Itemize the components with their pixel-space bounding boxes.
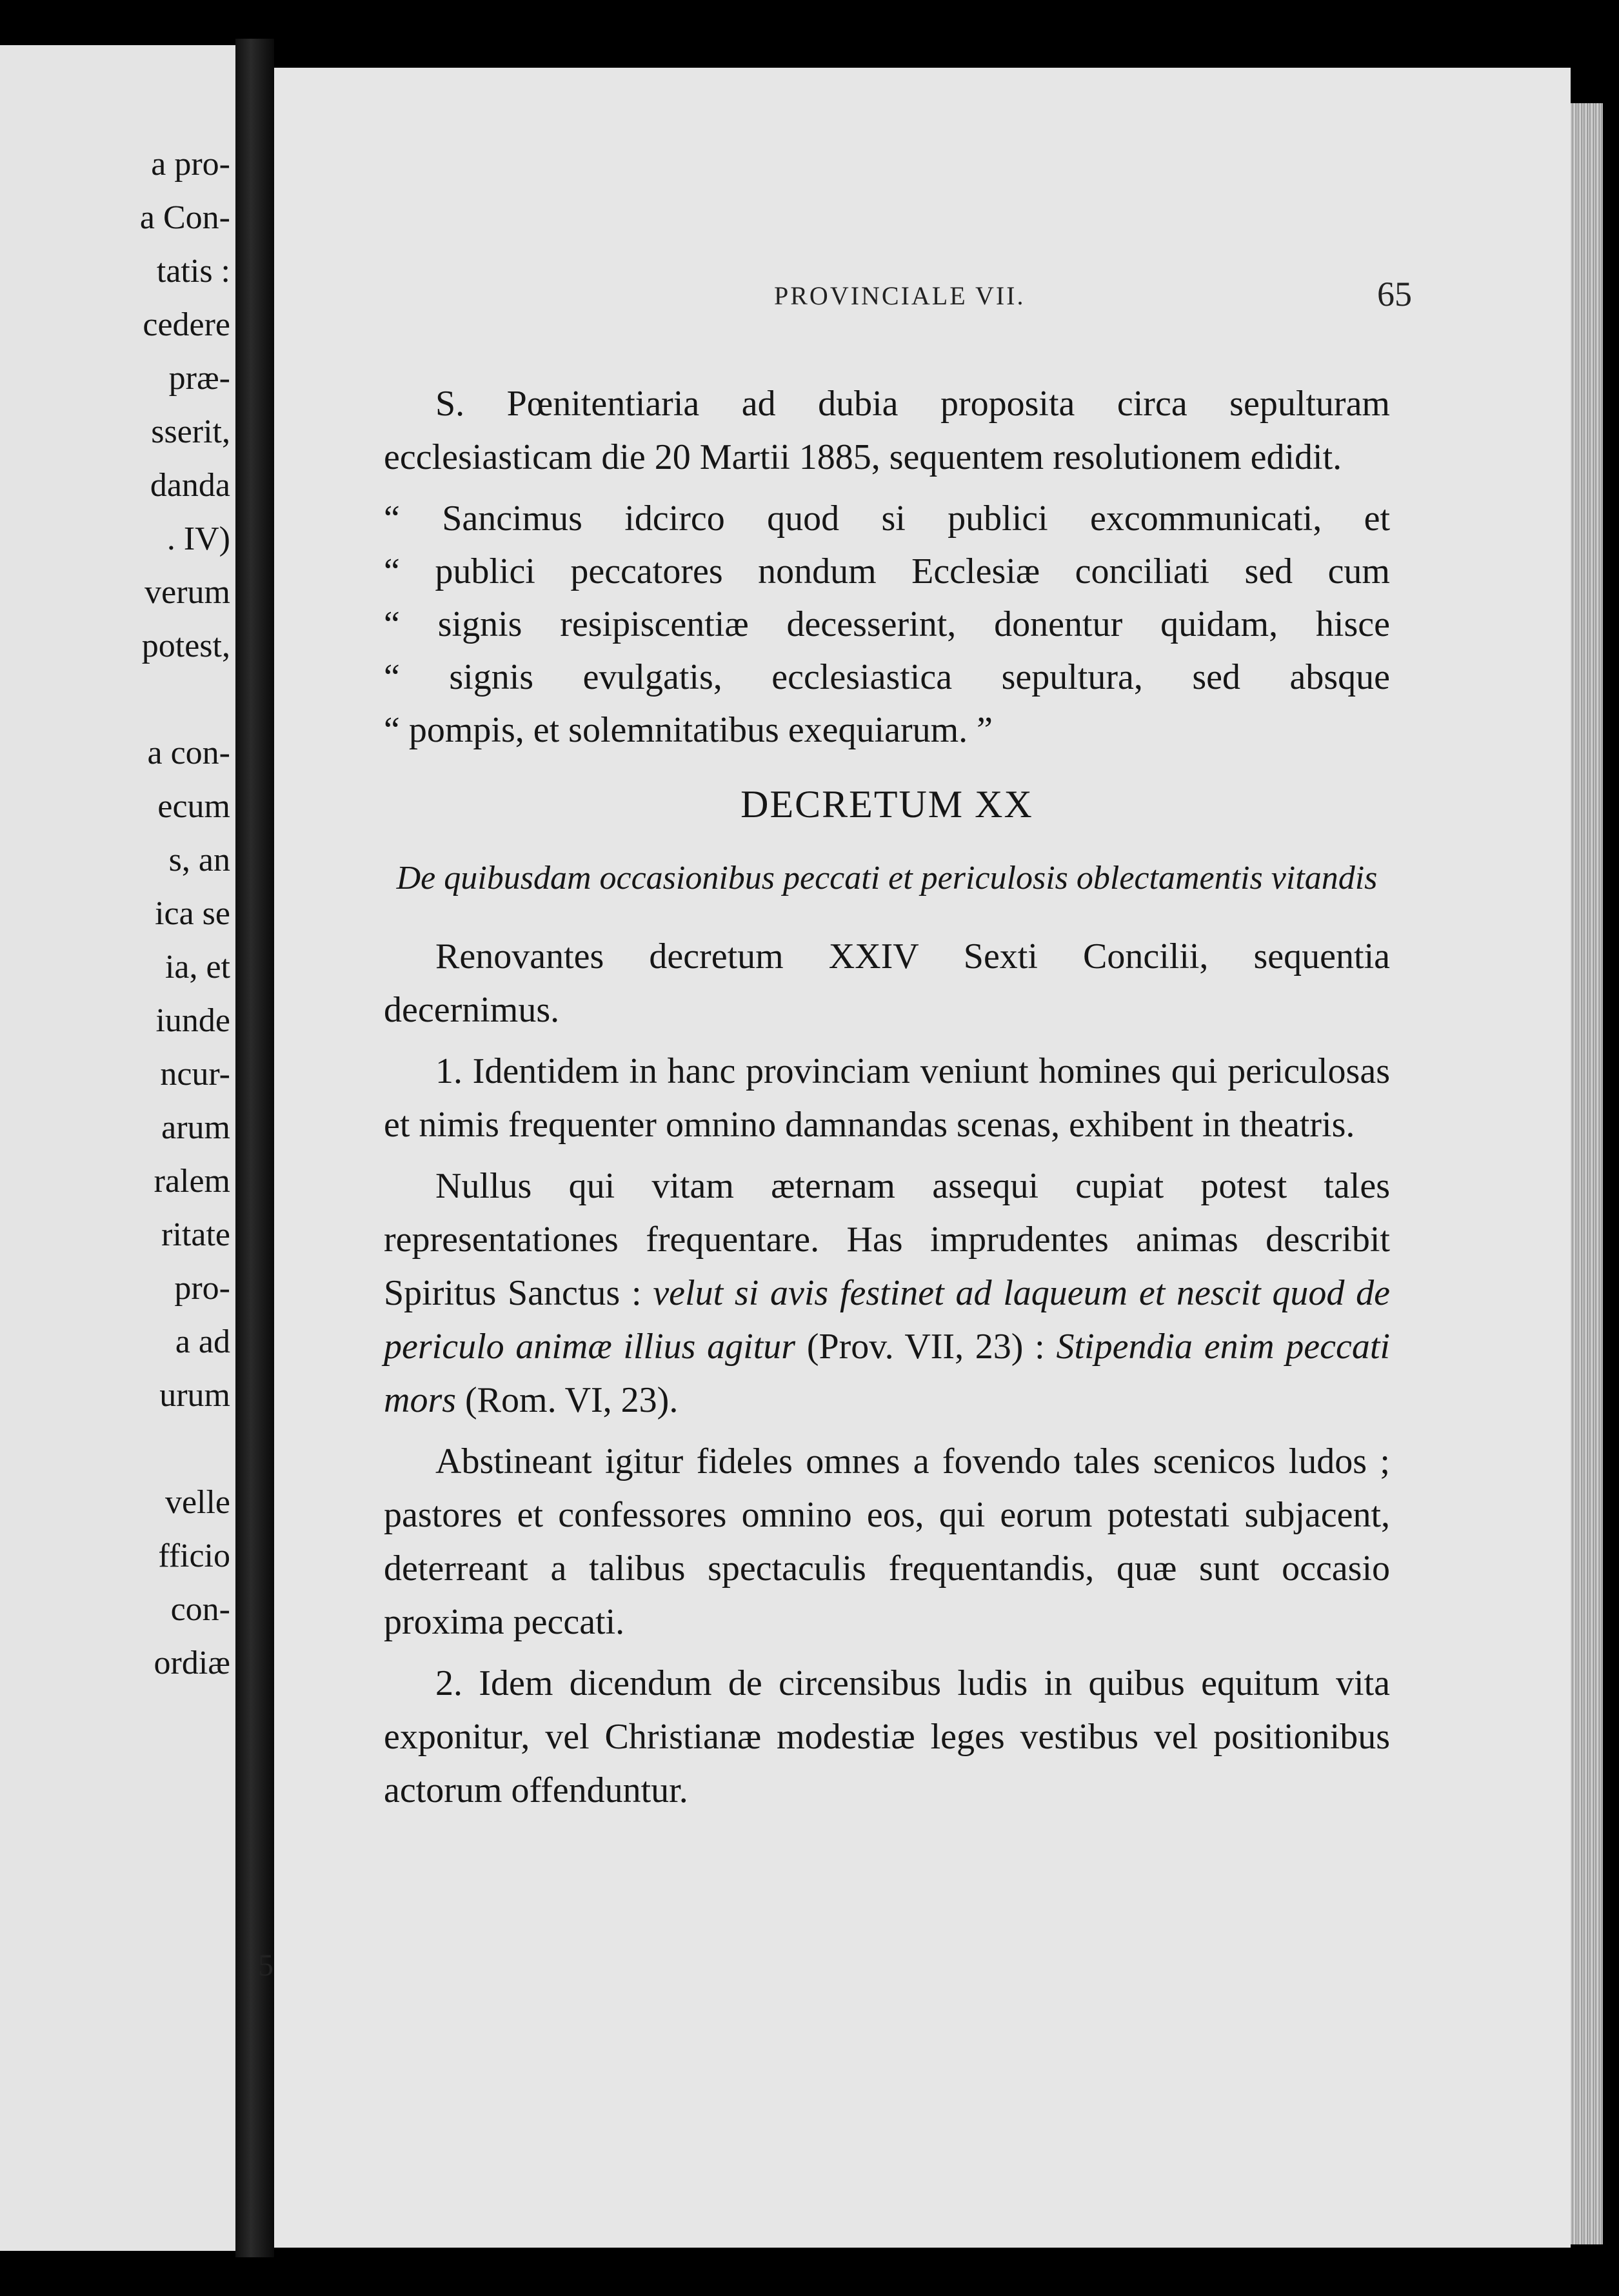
body-text [384,377,1390,1825]
left-page-line: potest, [141,628,230,664]
paragraph-abstineant: Abstineant igitur fideles omnes a fovendo tales scenicos ludos ; pastores et confessores omnino eos, qui eorum potestati subjacent, deterreant a talibus spectaculis frequentandis, quæ sunt occasio proxima peccati. [384,1441,1390,1642]
left-page-line: ritate [161,1216,230,1253]
paragraph-nullus [384,1160,1390,1427]
left-page-line: a Con- [139,199,230,236]
quote-block [384,492,1390,757]
left-page-line: cedere [143,306,230,343]
left-facing-page [0,45,235,2251]
signature-mark: 5 [258,1948,273,1983]
paragraph-renovantes: Renovantes decretum XXIV Sexti Concilii, sequentia decernimus. [384,936,1390,1030]
left-page-line: arum [161,1109,230,1146]
left-page-line: fficio [158,1538,230,1574]
quote-line: “ signis evulgatis, ecclesiastica sepultura, sed absque [384,657,1390,697]
italic-quote: velut si avis festinet ad laqueum et nescit quod de periculo animæ illius agitur [384,1273,1391,1367]
left-page-line: ia, et [164,949,230,985]
left-page-line: danda [150,467,230,504]
italic-quote: Stipendia enim peccati mors [384,1327,1390,1420]
left-page-line: præ- [168,360,230,397]
left-page-line: ncur- [160,1056,230,1093]
decree-heading: DECRETUM XX [740,783,1033,826]
page-number: 65 [1377,275,1412,313]
paragraph-circensibus: 2. Idem dicendum de circensibus ludis in quibus equitum vita exponitur, vel Christianæ modestiæ leges vestibus vel positionibus actorum offenduntur. [384,1663,1390,1810]
paragraph-identidem: 1. Identidem in hanc provinciam veniunt homines qui periculosas et nimis frequenter omnino damnandas scenas, exhibent in theatris. [384,1051,1390,1145]
text-run: Nullus qui vitam æternam assequi cupiat potest tales representationes frequentare. Has imprudentes animas describit Spiritus Sanctus : [384,1166,1390,1313]
left-page-line: ralem [154,1163,230,1200]
left-page-line: s, an [168,842,230,878]
main-page [274,68,1571,2248]
left-page-line: tatis : [156,253,230,290]
page-edge [1571,103,1603,2244]
quote-line: “ publici peccatores nondum Ecclesiæ conciliati sed cum [384,551,1390,591]
left-page-line: ecum [157,788,230,825]
left-page-line: . IV) [166,520,230,557]
bible-reference: (Prov. VII, 23) : [795,1327,1057,1367]
quote-line: “ Sancimus idcirco quod si publici excommunicati, et [384,499,1390,539]
quote-line: “ signis resipiscentiæ decesserint, donentur quidam, hisce [384,604,1390,644]
left-page-line: a pro- [151,146,230,183]
left-page-line: velle [164,1484,230,1521]
left-page-line: ordiæ [154,1645,230,1681]
left-page-line: a ad [175,1323,230,1360]
left-page-line: sserit, [151,413,230,450]
left-page-line: pro- [174,1270,230,1307]
left-page-line: a con- [147,735,230,771]
running-head: PROVINCIALE VII. [774,281,1026,310]
paragraph-poenitentiaria: S. Pœnitentiaria ad dubia proposita circa sepulturam ecclesiasticam die 20 Martii 1885, sequentem resolutionem edidit. [384,384,1390,477]
left-page-line: ica se [155,895,230,932]
left-page-line: verum [144,574,230,611]
left-page-line: iunde [155,1002,230,1039]
bible-reference: (Rom. VI, 23). [456,1380,679,1420]
decree-subtitle: De quibusdam occasionibus peccati et periculosis oblectamentis vitandis [396,860,1378,896]
left-page-line: urum [159,1377,230,1414]
quote-line: “ pompis, et solemnitatibus exequiarum. ” [384,710,993,750]
page-header [274,274,1571,326]
book-spine [235,39,274,2257]
left-page-line: con- [170,1591,230,1628]
